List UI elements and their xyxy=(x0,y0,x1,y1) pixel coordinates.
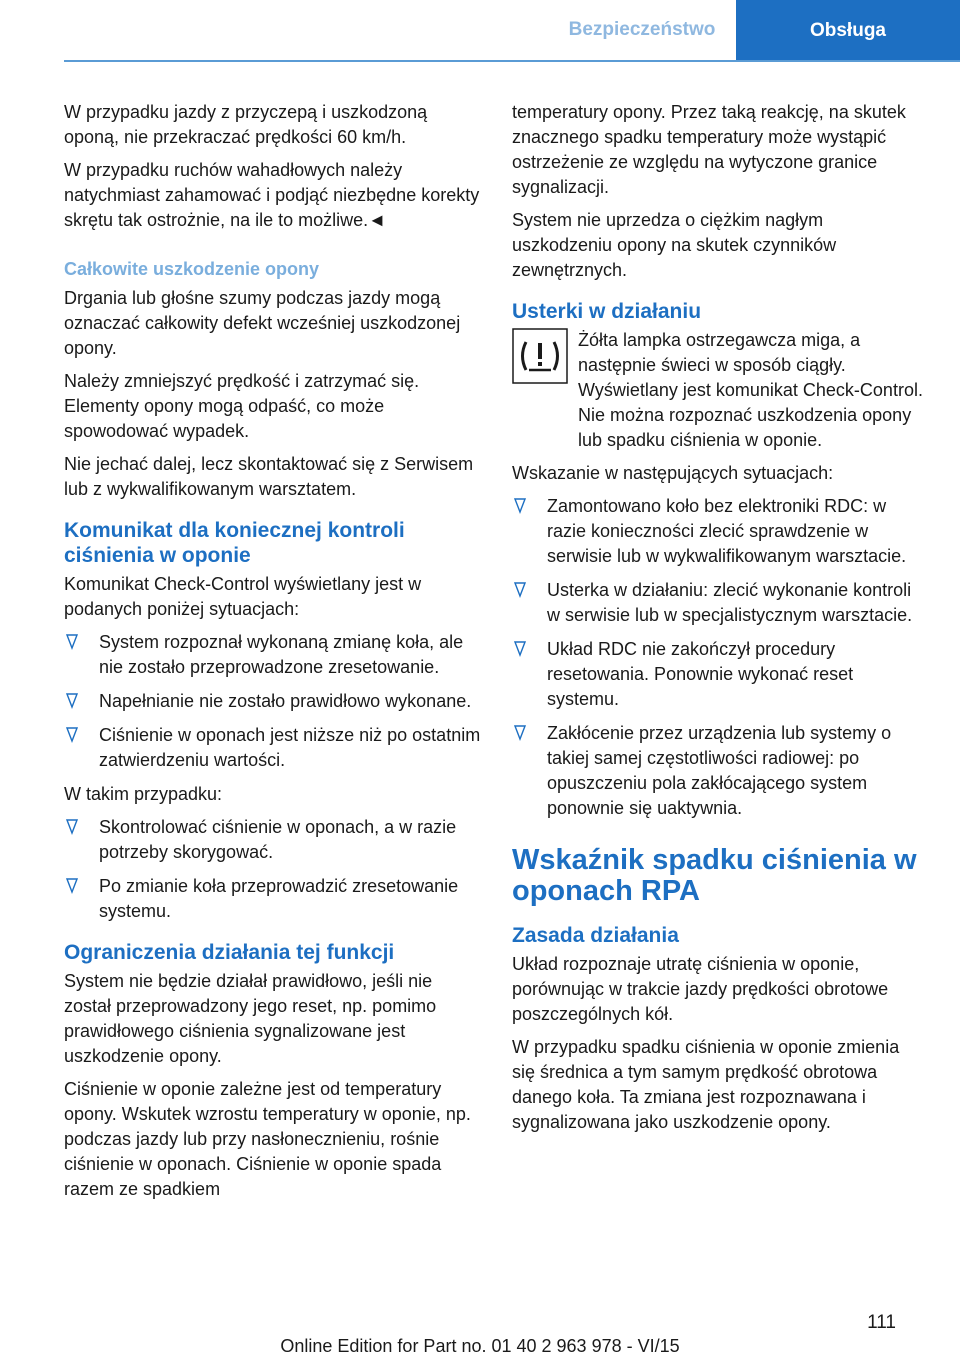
heading-faults: Usterki w działaniu xyxy=(512,300,702,323)
heading-limitations: Ograniczenia działania tej funkcji xyxy=(64,941,395,964)
heading-tire-damage: Całkowite uszkodzenie opony xyxy=(64,259,320,279)
list-item-text: Po zmianie koła przeprowadzić zresetowanie systemu. xyxy=(99,876,459,921)
list-item xyxy=(512,578,924,628)
bullet-list xyxy=(64,630,484,773)
triangle-bullet-icon xyxy=(514,725,526,741)
paragraph: Komunikat Check-Control wyświetlany jest w podanych poniżej sytuacjach: xyxy=(64,574,422,619)
paragraph: temperatury opony. Przez taką reakcję, na skutek znacznego spadku temperatury może wystąpić ostrzeżenie ze względu na wytyczone granice sygnalizacji. xyxy=(512,102,906,197)
paragraph: W takim przypadku: xyxy=(64,784,223,804)
paragraph: W przypadku spadku ciśnienia w oponie zmienia się średnica a tym samym prędkość obrotowa danego koła. Ta zmiana jest rozpoznawana i sygnalizowana jako uszkodzenie opony. xyxy=(512,1037,900,1132)
header-rule xyxy=(64,60,960,62)
triangle-bullet-icon xyxy=(514,498,526,514)
list-item xyxy=(512,637,924,712)
paragraph: Drgania lub głośne szumy podczas jazdy mogą oznaczać całkowity defekt wcześniej uszkodzonej opony. xyxy=(64,288,461,358)
list-item xyxy=(64,723,484,773)
edition-line: Online Edition for Part no. 01 40 2 963 978 - VI/15 xyxy=(280,1336,680,1356)
bullet-list xyxy=(512,494,924,821)
page-header xyxy=(0,0,960,62)
paragraph: Nie jechać dalej, lecz skontaktować się z Serwisem lub z wykwalifikowanym warsztatem. xyxy=(64,454,474,499)
warning-text: Żółta lampka ostrzegawcza miga, a następnie świeci w sposób ciągły. Wyświetlany jest komunikat Check-Control. Nie można rozpoznać uszkodzenia opony lub spadku ciśnienia w oponie. xyxy=(578,330,923,450)
triangle-bullet-icon xyxy=(514,582,526,598)
bullet-list xyxy=(64,815,484,924)
triangle-bullet-icon xyxy=(66,878,78,894)
paragraph: W przypadku ruchów wahadłowych należy natychmiast zahamować i podjąć niezbędne korekty skrętu tak ostrożnie, na ile to możliwe.◄ xyxy=(64,160,480,230)
list-item xyxy=(512,494,924,569)
list-item-text: Skontrolować ciśnienie w oponach, a w razie potrzeby skorygować. xyxy=(99,817,457,862)
list-item-text: Napełnianie nie zostało prawidłowo wykonane. xyxy=(99,691,472,711)
paragraph: System nie będzie działał prawidłowo, jeśli nie został przeprowadzony jego reset, np. pomimo prawidłowego ciśnienia sygnalizowane jest uszkodzenie opony. xyxy=(64,971,437,1066)
list-item xyxy=(64,689,484,714)
warning-note xyxy=(512,328,924,453)
section-tab-safety: Bezpieczeństwo xyxy=(568,19,716,40)
list-item-text: System rozpoznał wykonaną zmianę koła, ale nie zostało przeprowadzone zresetowanie. xyxy=(99,632,464,677)
triangle-bullet-icon xyxy=(66,819,78,835)
list-item-text: Zamontowano koło bez elektroniki RDC: w razie konieczności zlecić sprawdzenie w serwisie lub w wykwalifikowanym warsztacie. xyxy=(547,496,907,566)
triangle-bullet-icon xyxy=(514,641,526,657)
page-footer xyxy=(0,1304,960,1362)
paragraph: System nie uprzedza o ciężkim nagłym uszkodzeniu opony na skutek czynników zewnętrznych. xyxy=(512,210,837,280)
list-item xyxy=(64,815,484,865)
list-item-text: Usterka w działaniu: zlecić wykonanie kontroli w serwisie lub w specjalistycznym warsztacie. xyxy=(547,580,913,625)
list-item-text: Układ RDC nie zakończył procedury resetowania. Ponownie wykonać reset systemu. xyxy=(547,639,854,709)
section-tab-operation: Obsługa xyxy=(736,0,960,62)
heading-rpa: Wskaźnik spadku ciśnienia w oponach RPA xyxy=(512,844,917,907)
heading-principle: Zasada działania xyxy=(512,924,679,947)
left-column xyxy=(64,100,484,1210)
triangle-bullet-icon xyxy=(66,634,78,650)
paragraph: Ciśnienie w oponie zależne jest od temperatury opony. Wskutek wzrostu temperatury w oponie, np. podczas jazdy lub przy nasłonecznieniu, rośnie ciśnienie w oponach. Ciśnienie w oponie spada razem ze spadkiem xyxy=(64,1079,471,1199)
list-item-text: Zakłócenie przez urządzenia lub systemy o takiej samej częstotliwości radiowej: po opuszczeniu pola zakłócającego system ponownie się uaktywnia. xyxy=(547,723,892,818)
paragraph: Układ rozpoznaje utratę ciśnienia w oponie, porównując w trakcie jazdy prędkości obrotowe poszczególnych kół. xyxy=(512,954,889,1024)
list-item xyxy=(512,721,924,821)
paragraph: Należy zmniejszyć prędkość i zatrzymać się. Elementy opony mogą odpaść, co może spowodować wypadek. xyxy=(64,371,420,441)
paragraph: Wskazanie w następujących sytuacjach: xyxy=(512,463,834,483)
right-column xyxy=(512,100,924,1143)
list-item xyxy=(64,874,484,924)
triangle-bullet-icon xyxy=(66,693,78,709)
list-item-text: Ciśnienie w oponach jest niższe niż po ostatnim zatwierdzeniu wartości. xyxy=(99,725,481,770)
page-number: 111 xyxy=(867,1312,896,1333)
tire-pressure-warning-icon xyxy=(512,328,568,384)
paragraph: W przypadku jazdy z przyczepą i uszkodzoną oponą, nie przekraczać prędkości 60 km/h. xyxy=(64,102,428,147)
heading-check-message: Komunikat dla koniecznej kontroli ciśnienia w oponie xyxy=(64,519,405,567)
list-item xyxy=(64,630,484,680)
triangle-bullet-icon xyxy=(66,727,78,743)
